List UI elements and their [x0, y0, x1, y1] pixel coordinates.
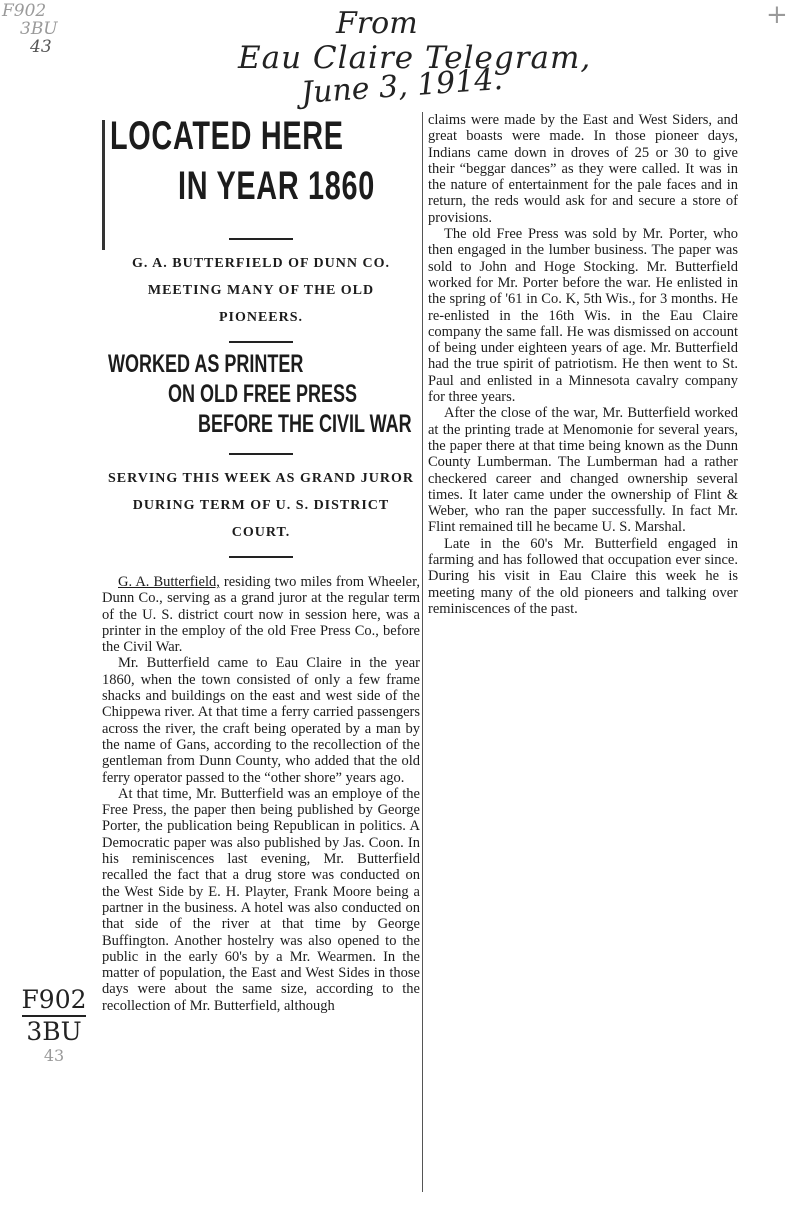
newspaper-clipping	[102, 112, 742, 1202]
divider	[229, 556, 293, 558]
headline	[102, 112, 420, 228]
column-rule	[422, 112, 423, 1192]
source-note-date: June 3, 1914.	[300, 61, 504, 111]
corner-code-top-left	[2, 2, 58, 56]
corner-code-line2: 3BU	[20, 19, 58, 39]
subhead-line3: BEFORE THE CIVIL WAR	[198, 410, 412, 438]
side-code-line3: 43	[43, 1046, 65, 1065]
divider	[229, 238, 293, 240]
divider	[229, 341, 293, 343]
corner-mark-top-right: +	[766, 0, 788, 30]
subhead-line1: WORKED AS PRINTER	[108, 350, 304, 378]
paragraph-farming: Late in the 60's Mr. Butterfield engaged in farming and has followed that occupation ever since. During his visit in Eau Claire this week he is meeting many of the old pioneers and talking over reminiscences of the past.	[428, 535, 738, 617]
column-left	[102, 112, 420, 1014]
side-code-line1: F902	[21, 985, 87, 1014]
paragraph-claims: claims were made by the East and West Siders, and great boasts were made. In those pioneer days, Indians came down in droves of 25 or 30 to give their “beggar dances” as they were called. It was in the nature of entertainment for the pale faces and in return, the reds would ask for and secure a store of provisions.	[428, 112, 738, 226]
side-code-note	[14, 985, 94, 1065]
paragraph-arrival: Mr. Butterfield came to Eau Claire in the year 1860, when the town consisted of only a few frame shacks and buildings on the east and west side of the Chippewa river. At that time a ferry carried passengers across the river, the craft being operated by a man by the name of Gans, according to the recollection of the gentleman from Dunn County, who added that the old ferry operator passed to the “other shore” years ago.	[102, 655, 420, 786]
paragraph-war-service: The old Free Press was sold by Mr. Porter, who then engaged in the lumber business. The paper was sold to John and Hoge Stocking. Mr. Butterfield worked for Mr. Porter before the war. He enlisted in the spring of '61 in Co. K, 5th Wis., for 3 months. He re-enlisted in the 16th Wis. in the Eau Claire company the same fall. He was dismissed on account of being under eighteen years of age. Mr. Butterfield had the true spirit of patriotism. He then went to St. Paul and enlisted in a Minnesota cavalry company for three years.	[428, 226, 738, 406]
headline-line1: LOCATED HERE	[110, 114, 344, 158]
source-note-from: From	[336, 6, 418, 41]
paragraph-free-press: At that time, Mr. Butterfield was an employe of the Free Press, the paper then being published by George Porter, the publication being Republican in politics. A Democratic paper was also published by Jas. Coon. In his reminiscences last evening, Mr. Butterfield recalled the fact that a drug store was conducted on the West Side by E. H. Playter, Frank Moore being a partner in the business. A hotel was also conducted on that side of the river at that time by George Buffington. Another hostelry was also opened to the public in the early 60's by a Mr. Wearmen. In the matter of population, the East and West Sides in those days were about the same size, according to the recollection of Mr. Butterfield, although	[102, 785, 420, 1014]
deck-pioneers: G. A. BUTTERFIELD OF DUNN CO. MEETING MANY OF THE OLD PIONEERS.	[132, 256, 390, 325]
column-right	[428, 112, 738, 617]
paragraph-intro-text: residing two miles from Wheeler, Dunn Co., serving as a grand juror at the regular term of the U. S. district court now in session here, was a printer in the employ of the old Free Press Co., before the Civil War.	[102, 574, 420, 656]
divider	[229, 453, 293, 455]
deck-juror: SERVING THIS WEEK AS GRAND JUROR DURING TERM OF U. S. DISTRICT COURT.	[108, 471, 414, 540]
source-note-paper: Eau Claire Telegram,	[238, 40, 592, 76]
paragraph-intro	[102, 574, 420, 655]
paragraph-lumberman: After the close of the war, Mr. Butterfield worked at the printing trade at Menomonie for several years, the paper there at that time being known as the Dunn County Lumberman. The Lumberman had a rather checkered career and changed ownership several times. It later came under the ownership of Flint & Weber, who ran the paper successfully. In fact Mr. Flint remained till he became U. S. Marshal.	[428, 405, 738, 536]
corner-code-line3: 43	[30, 37, 52, 57]
headline-line2: IN YEAR 1860	[178, 164, 376, 208]
corner-code-line1: F902	[2, 1, 47, 21]
subject-name: G. A. Butterfield,	[118, 574, 220, 590]
subheadline	[102, 349, 420, 443]
side-code-line2: 3BU	[26, 1017, 82, 1046]
subhead-line2: ON OLD FREE PRESS	[168, 380, 358, 408]
